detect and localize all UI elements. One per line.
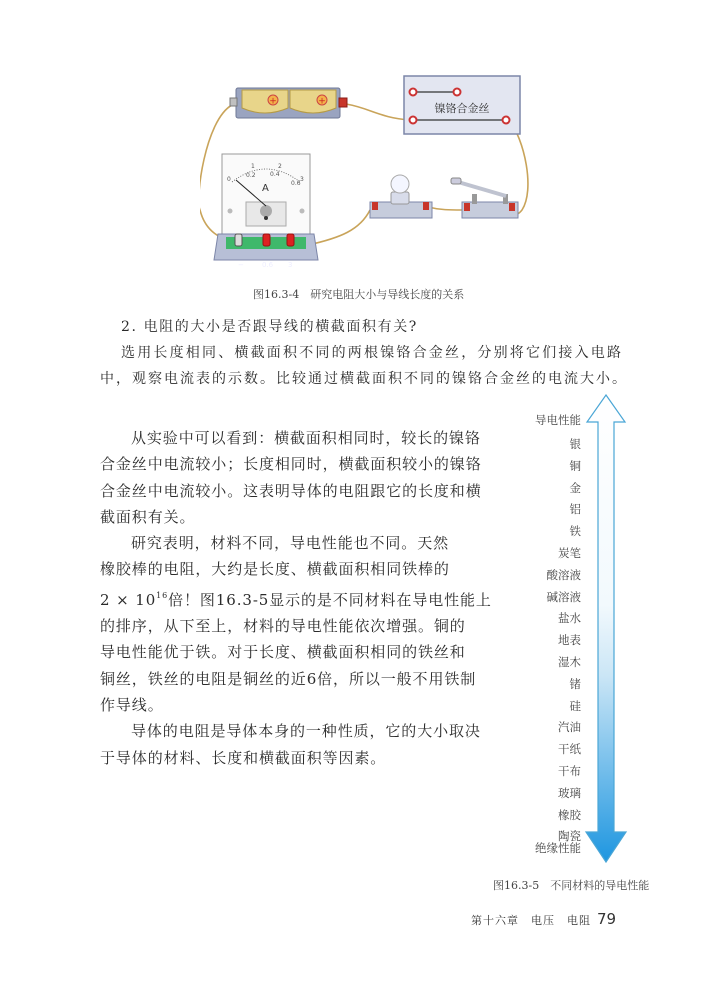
exponent-superscript: 16 <box>156 590 169 600</box>
material-item: 地表 <box>558 633 581 648</box>
material-item: 湿木 <box>558 654 581 669</box>
svg-text:2: 2 <box>278 163 282 170</box>
material-item: 橡胶 <box>558 807 581 822</box>
page-number: 79 <box>597 910 617 928</box>
material-item: 干纸 <box>558 742 581 757</box>
conductor-label: 导电性能 <box>535 413 581 427</box>
material-item: 金 <box>569 480 581 495</box>
svg-text:3: 3 <box>300 176 304 183</box>
paragraph-2-line: 导电性能优于铁。对于长度、横截面积相同的铁丝和 <box>100 643 466 662</box>
paragraph-3-line: 导体的电阻是导体本身的一种性质，它的大小取决 <box>131 722 481 741</box>
material-item: 铝 <box>569 502 581 517</box>
material-item: 盐水 <box>558 611 581 626</box>
paragraph-1-line: 合金丝中电流较小。这表明导体的电阻跟它的长度和横 <box>100 481 482 500</box>
svg-text:A: A <box>262 183 269 194</box>
material-item: 酸溶液 <box>546 567 581 582</box>
paragraph-2-line: 铜丝，铁丝的电阻是铜丝的近6倍，所以一般不用铁制 <box>100 669 477 688</box>
section-text-line-2: 中，观察电流表的示数。比较通过横截面积不同的镍铬合金丝的电流大小。 <box>100 371 628 387</box>
figure-16-3-4-caption: 图16.3-4 研究电阻大小与导线长度的关系 <box>253 288 465 301</box>
material-item: 银 <box>569 437 581 451</box>
svg-text:0: 0 <box>227 176 231 183</box>
svg-text:3: 3 <box>288 261 293 269</box>
material-item: 锗 <box>569 676 581 691</box>
material-item: 玻璃 <box>558 785 581 800</box>
knife-switch-icon <box>451 178 518 218</box>
page-footer <box>471 910 616 928</box>
svg-text:0.2: 0.2 <box>246 172 256 179</box>
paragraph-2-line: 的排序，从下至上，材料的导电性能依次增强。铜的 <box>100 617 466 636</box>
material-item: 铁 <box>569 524 581 539</box>
svg-text:−: − <box>238 261 244 269</box>
exponent-trailing-text: 倍！图16.3-5显示的是不同材料在导电性能上 <box>168 590 492 609</box>
chapter-title: 第十六章 电压 电阻 <box>471 914 591 927</box>
material-item: 陶瓷 <box>558 829 581 844</box>
material-item: 铜 <box>569 458 581 473</box>
section-question-title: 2. 电阻的大小是否跟导线的横截面积有关? <box>121 319 418 335</box>
paragraph-1-line: 截面积有关。 <box>100 507 196 526</box>
materials-list <box>501 436 581 850</box>
svg-text:+: + <box>269 96 277 107</box>
svg-text:0.6: 0.6 <box>291 180 301 187</box>
nichrome-wire-board-icon <box>404 76 520 134</box>
svg-text:0.4: 0.4 <box>270 171 280 178</box>
material-item: 碱溶液 <box>546 589 581 604</box>
light-bulb-icon <box>370 175 432 218</box>
paragraph-1-line: 合金丝中电流较小；长度相同时，横截面积较小的镍铬 <box>100 455 482 474</box>
svg-text:0.6: 0.6 <box>262 261 274 269</box>
svg-text:镍铬合金丝: 镍铬合金丝 <box>434 102 490 115</box>
material-item: 汽油 <box>558 720 581 735</box>
paragraph-2-line-with-exponent <box>100 583 492 613</box>
paragraph-3-line: 于导体的材料、长度和横截面积等因素。 <box>100 748 387 767</box>
paragraph-2-line: 研究表明，材料不同，导电性能也不同。天然 <box>131 534 450 553</box>
insulator-label: 绝缘性能 <box>535 841 581 855</box>
svg-text:+: + <box>318 96 326 107</box>
paragraph-2-line: 橡胶棒的电阻，大约是长度、横截面积相同铁棒的 <box>100 560 450 579</box>
body-text <box>100 425 492 771</box>
svg-text:1: 1 <box>251 163 255 170</box>
material-item: 干布 <box>558 763 581 778</box>
exponent-base: 2 × 10 <box>100 590 157 609</box>
conductivity-arrow-icon <box>584 394 628 864</box>
circuit-diagram-illustration <box>200 60 540 280</box>
paragraph-2-line: 作导线。 <box>100 695 164 714</box>
ammeter-icon <box>214 154 318 269</box>
material-item: 炭笔 <box>558 545 581 560</box>
circuit-figure <box>200 60 540 280</box>
figure-16-3-5-caption: 图16.3-5 不同材料的导电性能 <box>493 879 650 892</box>
battery-icon <box>230 88 347 118</box>
paragraph-1-line: 从实验中可以看到：横截面积相同时，较长的镍铬 <box>131 429 481 447</box>
material-item: 硅 <box>569 698 581 713</box>
section-text-line-1: 选用长度相同、横截面积不同的两根镍铬合金丝，分别将它们接入电路 <box>121 345 624 361</box>
